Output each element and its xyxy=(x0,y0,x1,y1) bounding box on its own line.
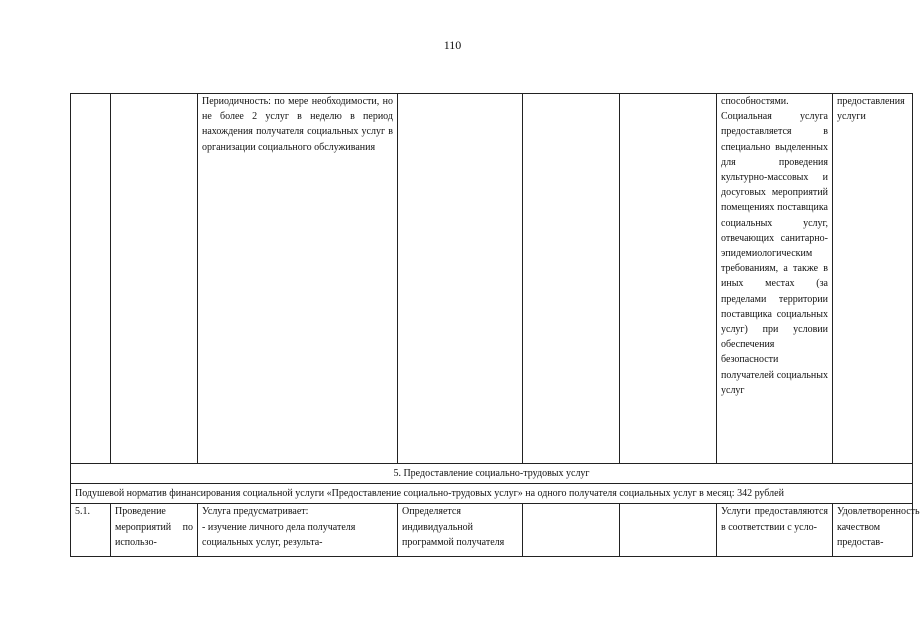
services-table xyxy=(70,93,920,557)
row-number: 5.1. xyxy=(71,504,111,557)
cell-number xyxy=(71,94,111,464)
cell-name xyxy=(111,94,198,464)
service-description: Услуга предусматривает: - изучение личного дела получателя социальных услуг, результа- xyxy=(198,504,398,557)
section-title: 5. Предоставление социально-трудовых услуг xyxy=(71,464,913,484)
service-col6 xyxy=(620,504,717,557)
row-5-1 xyxy=(71,504,913,557)
service-conditions: Услуги предоставляются в соответствии с усло- xyxy=(717,504,833,557)
service-col5 xyxy=(523,504,620,557)
funding-norm: Подушевой норматив финансирования социальной услуги «Предоставление социально-трудовых услуг» на одного получателя социальных услуг в месяц: 342 рублей xyxy=(71,484,913,504)
service-indicators: Удовлетворенность качеством предостав- xyxy=(833,504,913,557)
service-name: Проведение мероприятий по использо- xyxy=(111,504,198,557)
cell-col6 xyxy=(620,94,717,464)
cell-periodicity: Периодичность: по мере необходимости, но не более 2 услуг в неделю в период нахождения получателя социальных услуг в организации социального обслуживания xyxy=(198,94,398,464)
norm-row xyxy=(71,484,913,504)
cell-col5 xyxy=(523,94,620,464)
section-row xyxy=(71,464,913,484)
page-number: 110 xyxy=(443,38,462,52)
cell-volume xyxy=(398,94,523,464)
continuation-row xyxy=(71,94,913,464)
cell-indicators: предоставления услуги xyxy=(833,94,913,464)
cell-conditions: способностями. Социальная услуга предоставляется в специально выделенных для проведения культурно-массовых и досуговых мероприятий помещениях поставщика социальных услуг, отвечающих санитарно-эпидемиологическим требованиям, а также в иных местах (за пределами территории поставщика социальных услуг) при условии обеспечения безопасности получателей социальных услуг xyxy=(717,94,833,464)
service-volume: Определяется индивидуальной программой получателя xyxy=(398,504,523,557)
